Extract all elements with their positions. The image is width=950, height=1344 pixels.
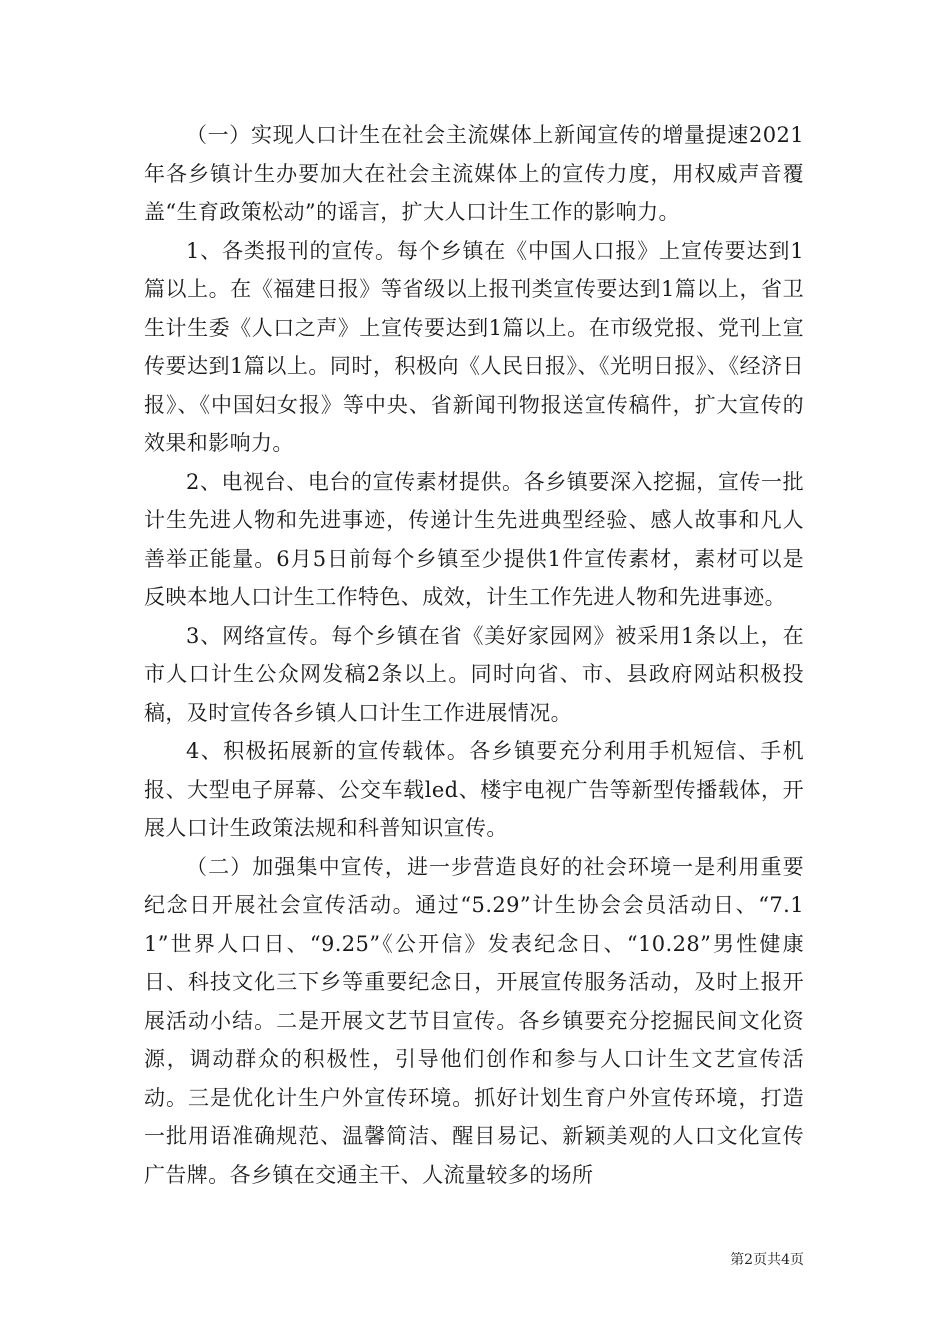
document-body <box>144 116 804 1194</box>
paragraph-new-media-carriers: 4、积极拓展新的宣传载体。各乡镇要充分利用手机短信、手机报、大型电子屏幕、公交车载led、楼宇电视广告等新型传播载体，开展人口计生政策法规和科普知识宣传。 <box>144 739 804 840</box>
paragraph-section-2-focused-publicity: （二）加强集中宣传，进一步营造良好的社会环境一是利用重要纪念日开展社会宣传活动。通过“5.29”计生协会会员活动日、“7.11”世界人口日、“9.25”《公开信》发表纪念日、“10.28”男性健康日、科技文化三下乡等重要纪念日，开展宣传服务活动，及时上报开展活动小结。二是开展文艺节目宣传。各乡镇要充分挖掘民间文化资源，调动群众的积极性，引导他们创作和参与人口计生文艺宣传活动。三是优化计生户外宣传环境。抓好计划生育户外宣传环境，打造一批用语准确规范、温馨简洁、醒目易记、新颖美观的人口文化宣传广告牌。各乡镇在交通主干、人流量较多的场所 <box>144 854 804 1187</box>
paragraph-newspaper-publicity: 1、各类报刊的宣传。每个乡镇在《中国人口报》上宣传要达到1篇以上。在《福建日报》等省级以上报刊类宣传要达到1篇以上，省卫生计生委《人口之声》上宣传要达到1篇以上。在市级党报、党刊上宣传要达到1篇以上。同时，积极向《人民日报》、《光明日报》、《经济日报》、《中国妇女报》等中央、省新闻刊物报送宣传稿件，扩大宣传的效果和影响力。 <box>144 238 804 455</box>
page-number-footer: 第2页共4页 <box>730 1252 804 1268</box>
paragraph-section-1-heading: （一）实现人口计生在社会主流媒体上新闻宣传的增量提速2021年各乡镇计生办要加大在社会主流媒体上的宣传力度，用权威声音覆盖“生育政策松动”的谣言，扩大人口计生工作的影响力。 <box>144 123 804 224</box>
paragraph-online-publicity: 3、网络宣传。每个乡镇在省《美好家园网》被采用1条以上，在市人口计生公众网发稿2条以上。同时向省、市、县政府网站积极投稿，及时宣传各乡镇人口计生工作进展情况。 <box>144 623 804 725</box>
paragraph-tv-radio-materials: 2、电视台、电台的宣传素材提供。各乡镇要深入挖掘，宣传一批计生先进人物和先进事迹，传递计生先进典型经验、感人故事和凡人善举正能量。6月5日前每个乡镇至少提供1件宣传素材，素材可以是反映本地人口计生工作特色、成效，计生工作先进人物和先进事迹。 <box>144 469 804 609</box>
